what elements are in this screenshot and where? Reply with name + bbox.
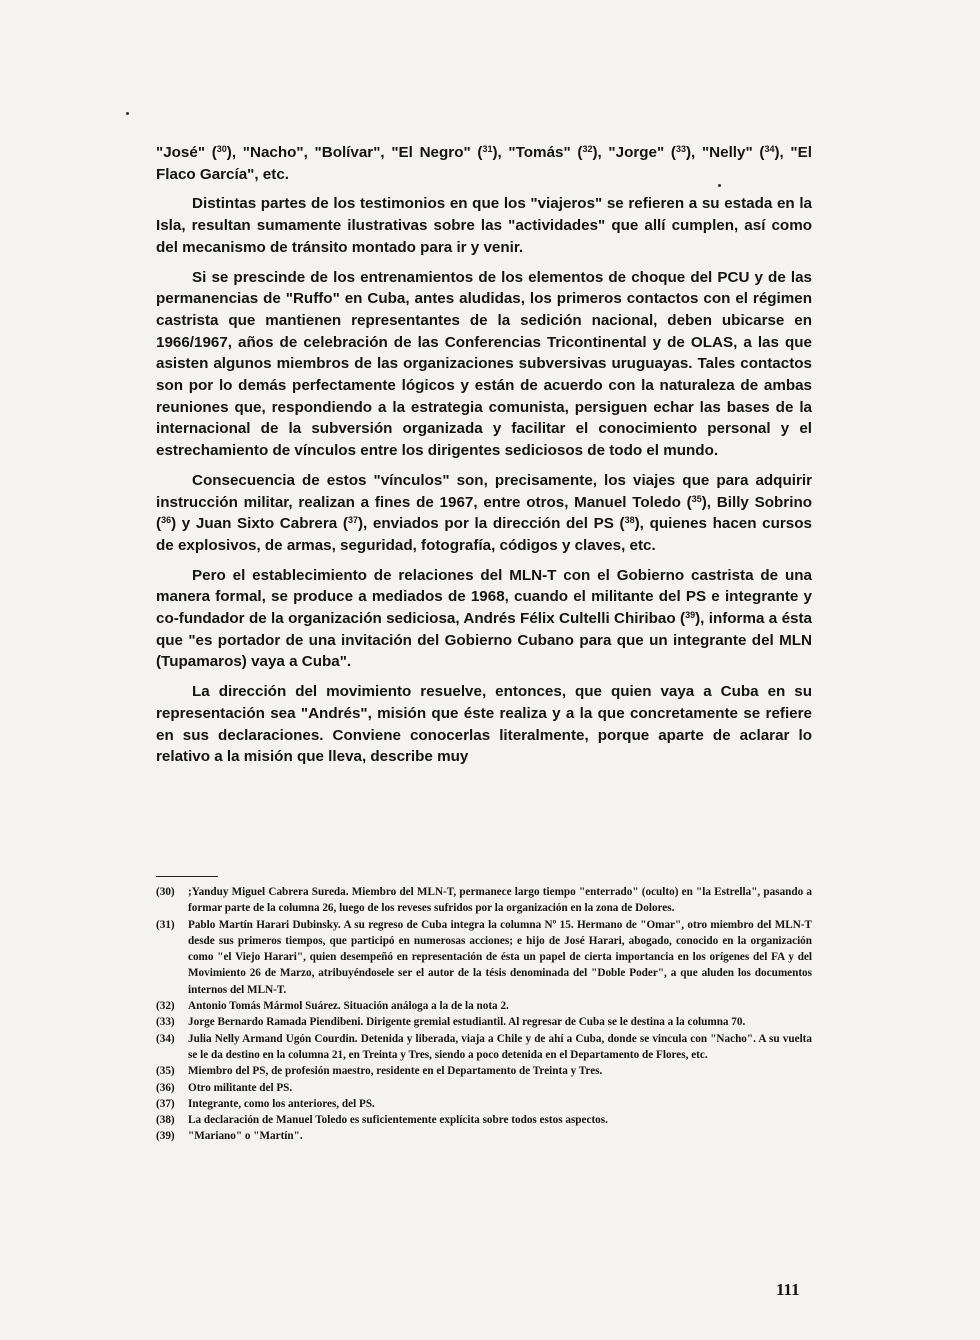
footnote-text: Otro militante del PS. [188, 1081, 293, 1094]
footnote-text: Julia Nelly Armand Ugón Courdin. Detenida y liberada, viaja a Chile y de ahí a Cuba, donde se vincula con "Nacho". A su vuelta se le da destino en la columna 21, en Treinta y Tres, siendo a poco detenida en el Departamento de Flores, etc. [188, 1032, 812, 1061]
footnote-number: (35) [156, 1065, 175, 1078]
paragraph-5: Pero el establecimiento de relaciones del MLN-T con el Gobierno castrista de una manera formal, se produce a mediados de 1968, cuando el militante del PS e integrante y co-fundador de la organización sediciosa, Andrés Félix Cultelli Chiribao ($^{39}$), informa a ésta que "es portador de una invitación del Gobierno Cubano para que un integrante del MLN (Tupamaros) vaya a Cuba". [156, 566, 812, 671]
footnote [156, 998, 812, 1014]
footnote [156, 1031, 812, 1064]
footnote-text: La declaración de Manuel Toledo es suficientemente explícita sobre todos estos aspectos. [188, 1114, 608, 1127]
paragraph-6: La dirección del movimiento resuelve, entonces, que quien vaya a Cuba en su representación sea "Andrés", misión que éste realiza y a la que concretamente se refiere en sus declaraciones. Conviene conocerlas literalmente, porque aparte de aclarar lo relativo a la misión que lleva, describe muy [156, 683, 812, 766]
paragraph-4: Consecuencia de estos "vínculos" son, precisamente, los viajes que para adquirir instrucción militar, realizan a fines de 1967, entre otros, Manuel Toledo ($^{35}$), Billy Sobrino ($^{36}$) y Juan Sixto Cabrera ($^{37}$), enviados por la dirección del PS ($^{38}$), quienes hacen cursos de explosivos, de armas, seguridad, fotografía, códigos y claves, etc. [156, 471, 812, 554]
footnote-text: Miembro del PS, de profesión maestro, residente en el Departamento de Treinta y Tres. [188, 1065, 603, 1078]
footnote-number: (32) [156, 1000, 175, 1013]
footnote-number: (38) [156, 1114, 175, 1127]
footnote-text: Jorge Bernardo Ramada Piendibeni. Dirigente gremial estudiantil. Al regresar de Cuba se le destina a la columna 70. [188, 1016, 746, 1029]
footnote-number: (37) [156, 1097, 175, 1110]
footnote-separator [156, 876, 218, 877]
footnote-number: (31) [156, 918, 175, 931]
footnote-number: (36) [156, 1081, 175, 1094]
footnote [156, 884, 812, 917]
footnote-text: ;Yanduy Miguel Cabrera Sureda. Miembro del MLN-T, permanece largo tiempo "enterrado" (oculto) en "la Estrella", pasando a formar parte de la columna 26, luego de los reveses sufridos por la organización en la zona de Dolores. [188, 886, 812, 915]
footnote-text: Pablo Martín Harari Dubinsky. A su regreso de Cuba integra la columna Nº 15. Hermano de "Omar", otro miembro del MLN-T desde sus primeros tiempos, que participó en numerosas acciones; e hijo de José Harari, abogado, conocido en la organización como "el Viejo Harari", quien desempeñó en representación de ésta un papel de cierta importancia en los orígenes del FA y del Movimiento 26 de Marzo, atribuyéndosele ser el autor de la tésis denominada del "Doble Poder", a que aluden los documentos internos del MLN-T. [188, 918, 812, 996]
footnote [156, 917, 812, 998]
paragraph-2: Distintas partes de los testimonios en que los "viajeros" se refieren a su estada en la Isla, resultan sumamente ilustrativas sobre las "actividades" que allí cumplen, así como del mecanismo de tránsito montado para ir y venir. [156, 195, 812, 256]
footnote [156, 1014, 812, 1030]
footnotes [156, 884, 812, 1145]
page-number: 111 [776, 1280, 800, 1299]
footnote-text: Antonio Tomás Mármol Suárez. Situación análoga a la de la nota 2. [188, 1000, 509, 1013]
footnote [156, 1063, 812, 1079]
body-text [156, 142, 812, 776]
paragraph-1: "José" ($^{30}$), "Nacho", "Bolívar", "El Negro" ($^{31}$), "Tomás" ($^{32}$), "Jorge" ($^{33}$), "Nelly" ($^{34}$), "El Flaco García", etc. [156, 144, 812, 183]
footnote-text: Integrante, como los anteriores, del PS. [188, 1097, 375, 1110]
footnote-text: "Mariano" o "Martín". [188, 1130, 303, 1143]
footnote [156, 1128, 812, 1144]
footnote-number: (39) [156, 1130, 175, 1143]
footnote-number: (30) [156, 886, 175, 898]
paragraph-3: Si se prescinde de los entrenamientos de los elementos de choque del PCU y de las permanencias de "Ruffo" en Cuba, antes aludidas, los primeros contactos con el régimen castrista que mantienen representantes de la sedición nacional, deben ubicarse en 1966/1967, años de celebración de las Conferencias Tricontinental y de OLAS, a las que asisten algunos miembros de las organizaciones subversivas uruguayas. Tales contactos son por lo demás perfectamente lógicos y están de acuerdo con la naturaleza de ambas reuniones que, respondiendo a la estrategia comunista, persiguen echar las bases de la internacional de la subversión organizada y facilitar el conocimiento personal y el estrechamiento de vínculos entre los dirigentes sediciosos de todo el mundo. [156, 268, 812, 460]
print-speck [126, 112, 129, 115]
footnote [156, 1096, 812, 1112]
footnote-number: (34) [156, 1032, 175, 1045]
footnote [156, 1112, 812, 1128]
footnote-number: (33) [156, 1016, 175, 1029]
footnote [156, 1080, 812, 1096]
